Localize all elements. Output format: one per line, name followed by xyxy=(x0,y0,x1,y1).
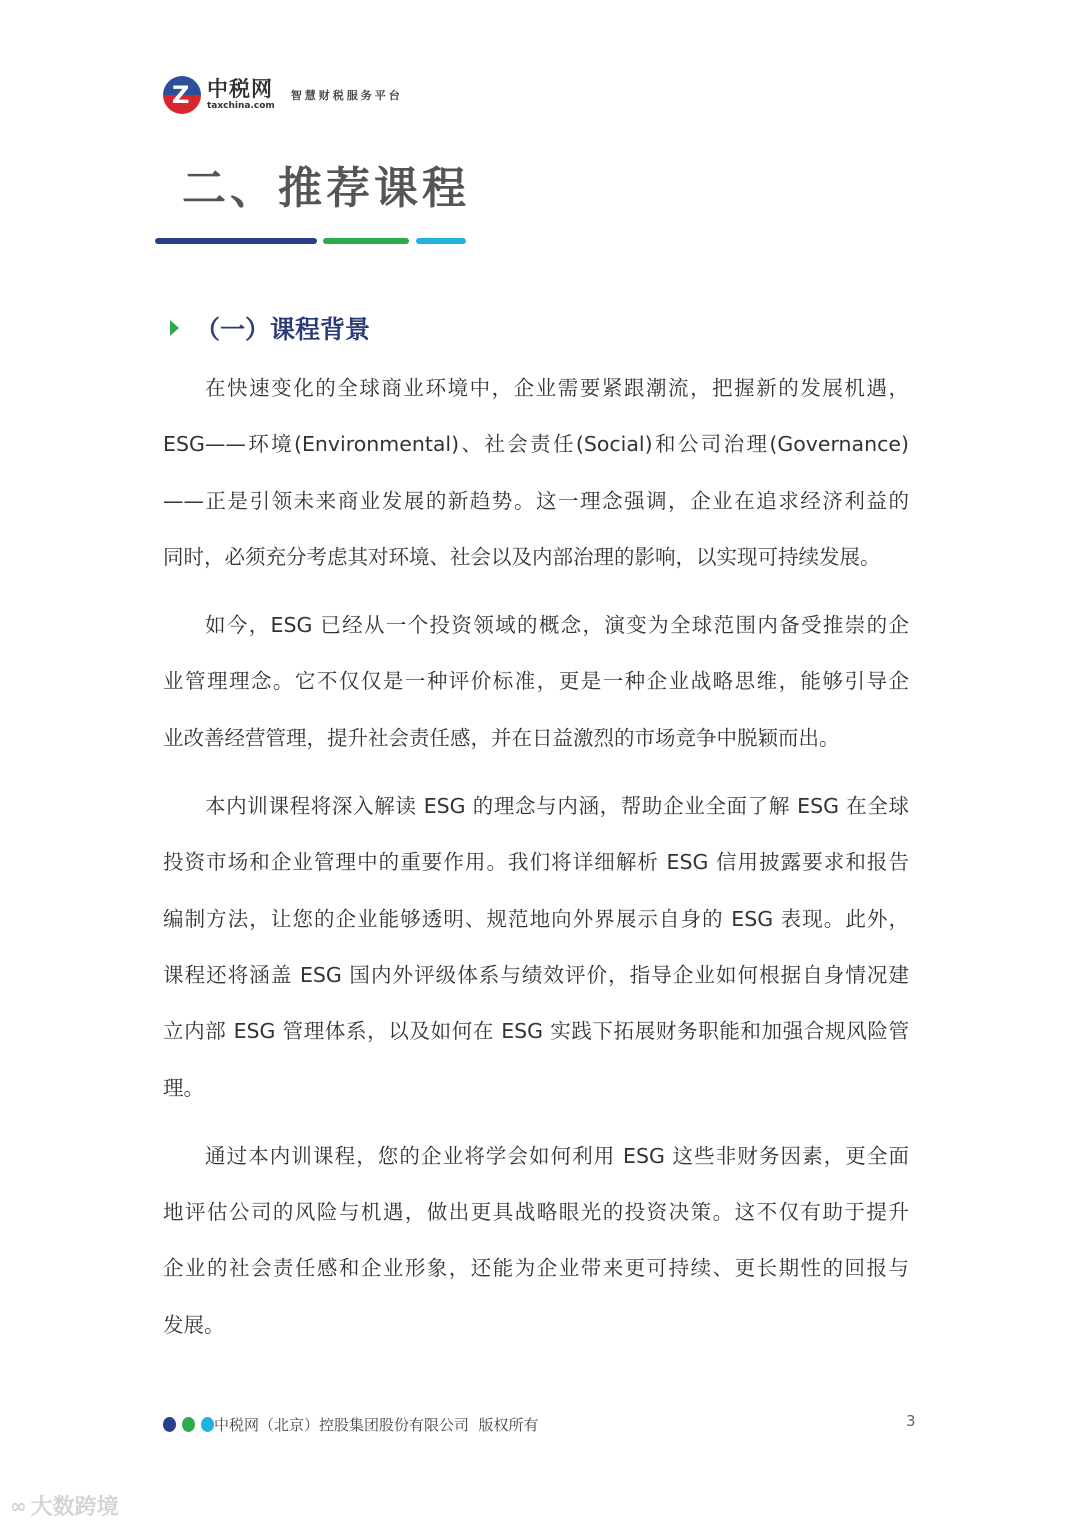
text-line: 在快速变化的全球商业环境中，企业需要紧跟潮流，把握新的发展机遇， xyxy=(205,376,909,400)
logo-cn: 中税网 xyxy=(207,77,273,101)
watermark-logo-icon: ∞ xyxy=(10,1493,27,1518)
paragraph xyxy=(163,597,909,766)
dot-cyan-icon xyxy=(201,1417,214,1432)
logo-mark-letter: Z xyxy=(172,81,190,109)
triangle-bullet-icon xyxy=(170,320,179,336)
text-line: 通过本内训课程，您的企业将学会如何利用 ESG 这些非财务因素，更全面 xyxy=(205,1143,909,1168)
logo-en: taxchina.com xyxy=(207,101,275,111)
text-line: 投资市场和企业管理中的重要作用。我们将详细解析 ESG 信用披露要求和报告 xyxy=(163,850,909,875)
body-text xyxy=(163,360,909,1365)
text-line: 本内训课程将深入解读 ESG 的理念与内涵，帮助企业全面了解 ESG 在全球 xyxy=(205,794,909,819)
dot-navy-icon xyxy=(163,1417,176,1432)
title-bar-cyan xyxy=(416,238,466,244)
dot-green-icon xyxy=(182,1417,195,1432)
text-line: ESG——环境(Environmental)、社会责任(Social)和公司治理(Governance) xyxy=(163,432,909,457)
text-line: 同时，必须充分考虑其对环境、社会以及内部治理的影响，以实现可持续发展。 xyxy=(163,544,881,569)
section-title: （一）课程背景 xyxy=(195,315,371,344)
slogan: 智慧财税服务平台 xyxy=(290,89,403,102)
page-number: 3 xyxy=(906,1412,916,1430)
text-line: 如今，ESG 已经从一个投资领域的概念，演变为全球范围内备受推崇的企 xyxy=(205,613,909,638)
watermark xyxy=(10,1490,119,1521)
text-line: 企业的社会责任感和企业形象，还能为企业带来更可持续、更长期性的回报与 xyxy=(163,1256,909,1281)
watermark-text: 大数跨境 xyxy=(30,1495,119,1520)
text-line: 编制方法，让您的企业能够透明、规范地向外界展示自身的 ESG 表现。此外， xyxy=(163,906,909,931)
text-line: 地评估公司的风险与机遇，做出更具战略眼光的投资决策。这不仅有助于提升 xyxy=(163,1200,909,1225)
logo xyxy=(163,76,403,114)
paragraph xyxy=(163,1128,909,1353)
page-title: 二、推荐课程 xyxy=(182,163,470,214)
title-bar-green xyxy=(323,238,409,244)
text-line: 业改善经营管理，提升社会责任感，并在日益激烈的市场竞争中脱颖而出。 xyxy=(163,725,840,750)
footer xyxy=(163,1414,539,1435)
text-line: 发展。 xyxy=(163,1312,225,1337)
paragraph xyxy=(163,360,909,585)
copyright: 中税网（北京）控股集团股份有限公司 版权所有 xyxy=(214,1416,539,1434)
title-bar-navy xyxy=(155,238,317,244)
text-line: 理。 xyxy=(163,1075,204,1100)
text-line: 课程还将涵盖 ESG 国内外评级体系与绩效评价，指导企业如何根据自身情况建 xyxy=(163,962,909,987)
text-line: ——正是引领未来商业发展的新趋势。这一理念强调，企业在追求经济利益的 xyxy=(163,488,909,513)
paragraph xyxy=(163,778,909,1116)
text-line: 立内部 ESG 管理体系，以及如何在 ESG 实践下拓展财务职能和加强合规风险管 xyxy=(163,1019,909,1044)
text-line: 业管理理念。它不仅仅是一种评价标准，更是一种企业战略思维，能够引导企 xyxy=(163,669,909,694)
section-heading xyxy=(170,310,370,346)
logo-mark-icon xyxy=(163,76,201,114)
